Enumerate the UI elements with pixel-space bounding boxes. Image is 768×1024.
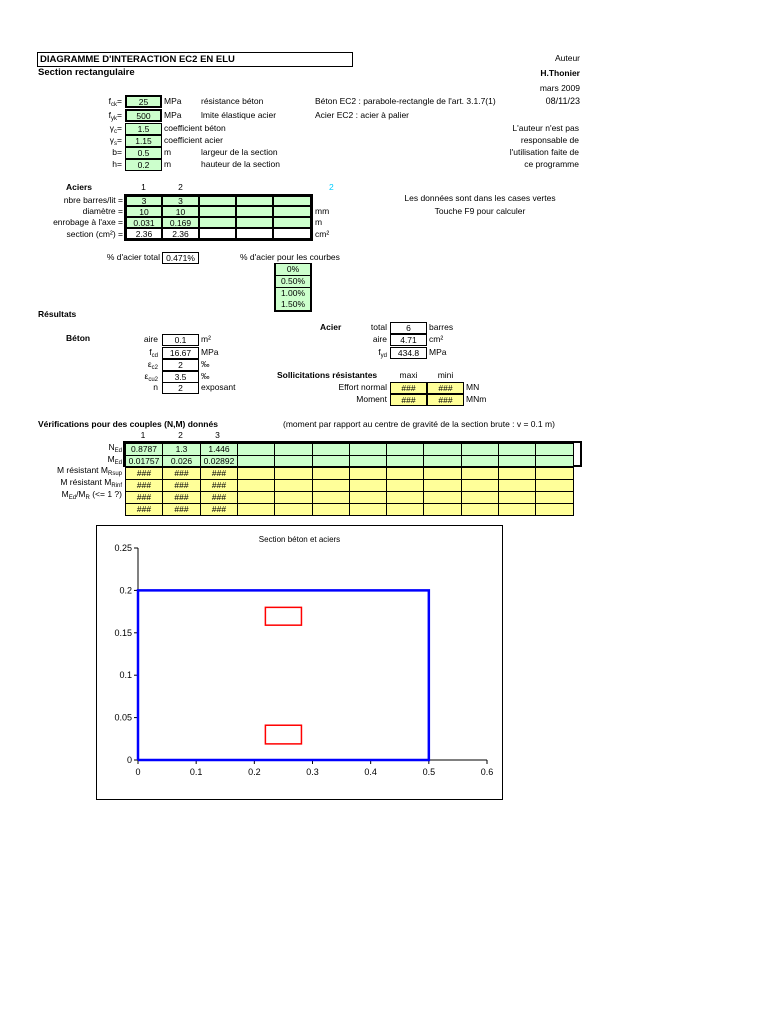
beton-label-aire: aire xyxy=(143,334,158,344)
input-unit-fyk: MPa xyxy=(164,110,182,120)
pct-courbe-1[interactable]: 0.50% xyxy=(276,276,310,288)
sollicitation-label-moment: Moment xyxy=(356,394,387,404)
sollicitations-maxi-header: maxi xyxy=(399,370,418,380)
x-tick-label: 0.3 xyxy=(306,767,319,777)
aciers-row-label-enrobage: enrobage à l'axe = xyxy=(53,217,123,227)
h-input[interactable]: 0.2 xyxy=(125,159,162,171)
verif-cell: ### xyxy=(200,503,238,516)
verif-cell[interactable]: 1.3 xyxy=(162,443,201,456)
verif-cell xyxy=(461,503,499,516)
aciers-cell[interactable]: 10 xyxy=(126,206,162,217)
verif-cell xyxy=(498,503,536,516)
verif-cell: ### xyxy=(125,467,163,480)
verif-cell: ### xyxy=(162,503,201,516)
input-label-fyk: $f_{yk}=$ xyxy=(108,110,122,122)
aciers-cell[interactable] xyxy=(199,206,236,217)
beton-aire-value: 0.1 xyxy=(162,334,199,346)
verif-cell xyxy=(274,503,313,516)
verif-cell: ### xyxy=(125,491,163,504)
sollicitations-mini-header: mini xyxy=(437,370,454,380)
beton-unit-aire: m² xyxy=(201,334,211,344)
input-desc-h: hauteur de la section xyxy=(201,159,280,169)
input-desc-b: largeur de la section xyxy=(201,147,278,157)
verifications-note: (moment par rapport au centre de gravité de la section brute : v = 0.1 m) xyxy=(283,419,555,429)
verif-cell[interactable]: 0.01757 xyxy=(125,455,163,467)
verif-cell[interactable] xyxy=(237,455,275,467)
beton-unit-ecu2: ‰ xyxy=(201,371,210,381)
acier-ec2-note: Acier EC2 : acier à palier xyxy=(315,110,410,120)
acier-total-value: 6 xyxy=(390,322,427,334)
x-tick-label: 0.2 xyxy=(248,767,261,777)
moment-unit: MNm xyxy=(466,394,487,404)
aciers-cell: 2.36 xyxy=(126,228,162,239)
input-label-b: b= xyxy=(112,147,122,157)
y-tick-label: 0.25 xyxy=(114,543,132,553)
beton-label-ecu2: $\varepsilon_{cu2}$ xyxy=(144,371,158,383)
page-title: DIAGRAMME D'INTERACTION EC2 EN ELU xyxy=(37,52,353,67)
verif-cell[interactable] xyxy=(535,455,574,467)
input-unit-fck: MPa xyxy=(164,96,182,106)
pct-courbe-0[interactable]: 0% xyxy=(276,264,310,276)
aciers-cell[interactable] xyxy=(273,206,311,217)
verif-cell[interactable]: 1.446 xyxy=(200,443,238,456)
aciers-cell[interactable]: 0.031 xyxy=(126,217,162,228)
verif-cell[interactable]: 0.8787 xyxy=(125,443,163,456)
pct-courbe-2[interactable]: 1.00% xyxy=(276,288,310,300)
verif-cell: ### xyxy=(200,467,238,480)
pct-total-label: % d'acier total xyxy=(106,252,160,262)
aciers-cell[interactable]: 3 xyxy=(162,196,199,206)
aciers-cell[interactable] xyxy=(199,196,236,206)
beton-title: Béton xyxy=(66,333,91,343)
acier-unit-fyd: MPa xyxy=(429,347,447,357)
b-input[interactable]: 0.5 xyxy=(125,147,162,159)
current-date: 08/11/23 xyxy=(545,96,580,106)
aciers-cell[interactable] xyxy=(236,206,273,217)
acier-result-title: Acier xyxy=(320,322,342,332)
beton-unit-ec2: ‰ xyxy=(201,359,210,369)
aciers-cell[interactable]: 3 xyxy=(126,196,162,206)
x-tick-label: 0.6 xyxy=(480,767,494,777)
verif-cell xyxy=(349,503,387,516)
verif-label-mrsup: M résistant $M_{Rsup}$ xyxy=(56,465,122,477)
verif-cell[interactable] xyxy=(423,455,462,467)
verif-label-med: $M_{Ed}$ xyxy=(107,454,122,466)
verif-cell: ### xyxy=(200,479,238,492)
verif-cell xyxy=(386,503,424,516)
verif-cell[interactable]: 0.026 xyxy=(162,455,201,467)
verif-cell[interactable] xyxy=(498,455,536,467)
verif-col-2: 2 xyxy=(178,430,183,440)
gamma-c-input[interactable]: 1.5 xyxy=(125,123,162,135)
verif-cell xyxy=(535,503,574,516)
x-tick-label: 0.1 xyxy=(189,767,203,777)
verif-cell[interactable] xyxy=(386,455,424,467)
input-label-h: h= xyxy=(112,159,122,169)
verif-cell: ### xyxy=(200,491,238,504)
acier-label-fyd: $f_{yd}$ xyxy=(378,347,387,359)
y-tick-label: 0.1 xyxy=(119,670,132,681)
x-tick-label: 0.5 xyxy=(422,767,436,777)
author-name: H.Thonier xyxy=(540,68,580,78)
aciers-cell[interactable]: 0.169 xyxy=(162,217,199,228)
verif-cell[interactable]: 0.02892 xyxy=(200,455,238,467)
author-label: Auteur xyxy=(554,53,580,63)
x-tick-label: 0 xyxy=(135,767,141,777)
aciers-cell[interactable] xyxy=(199,217,236,228)
verif-cell[interactable] xyxy=(312,455,350,467)
verif-cell: ### xyxy=(162,491,201,504)
acier-unit-aire: cm² xyxy=(429,334,444,344)
pct-courbes-label: % d'acier pour les courbes xyxy=(240,252,340,262)
verif-label-ratio: $M_{Ed}/M_R$ (<= 1 ?) xyxy=(61,489,122,501)
beton-ecu2-value: 3.5 xyxy=(162,371,199,383)
beton-label-n: n xyxy=(153,382,158,392)
gamma-s-input[interactable]: 1.15 xyxy=(125,135,162,147)
beton-ec2-note: Béton EC2 : parabole-rectangle de l'art. 3.1.7(1) xyxy=(315,96,496,106)
aciers-cell xyxy=(236,228,273,239)
verif-cell: ### xyxy=(162,479,201,492)
fck-input[interactable]: 25 xyxy=(125,95,162,108)
moment-maxi: ### xyxy=(390,394,427,406)
beton-unit-fcd: MPa xyxy=(201,347,219,357)
disclaimer-line-1: L'auteur n'est pas xyxy=(512,123,579,133)
resultats-title: Résultats xyxy=(38,309,77,319)
green-cells-note: Les données sont dans les cases vertes xyxy=(404,193,556,203)
verif-cell xyxy=(312,503,350,516)
moment-mini: ### xyxy=(427,394,464,406)
y-tick-label: 0.15 xyxy=(114,627,132,638)
verif-cell xyxy=(423,503,462,516)
verif-cell: ### xyxy=(162,467,201,480)
verif-cell: ### xyxy=(125,479,163,492)
effort-normal-maxi: ### xyxy=(390,382,427,394)
verifications-title: Vérifications pour des couples (N,M) donnés xyxy=(38,419,218,429)
acier-unit-total: barres xyxy=(429,322,454,332)
aciers-unit-mm: mm xyxy=(315,206,330,216)
input-desc-gamma-s: coefficient acier xyxy=(164,135,223,145)
sollicitations-title: Sollicitations résistantes xyxy=(277,370,378,380)
verif-label-mrinf: M résistant $M_{Rinf}$ xyxy=(60,477,122,489)
aciers-title: Aciers xyxy=(66,182,92,192)
input-desc-fyk: lmite élastique acier xyxy=(201,110,277,120)
aciers-row-label-diametre: diamètre = xyxy=(82,206,123,216)
chart-title: Section béton et aciers xyxy=(258,535,341,544)
beton-fcd-value: 16.67 xyxy=(162,347,199,359)
aciers-cell: 2.36 xyxy=(162,228,199,239)
verif-cell xyxy=(237,503,275,516)
sollicitation-label-effort: Effort normal xyxy=(338,382,387,392)
page-subtitle: Section rectangulaire xyxy=(38,67,135,78)
input-label-gamma-s: $\gamma_s=$ xyxy=(109,135,122,147)
aciers-row-label-nbre: nbre barres/lit = xyxy=(63,195,123,205)
aciers-col-1: 1 xyxy=(141,182,146,192)
disclaimer-line-3: l'utilisation faite de xyxy=(509,147,579,157)
aciers-cell[interactable] xyxy=(236,217,273,228)
verif-cell[interactable] xyxy=(349,455,387,467)
aciers-cell xyxy=(199,228,236,239)
input-label-gamma-c: $\gamma_c=$ xyxy=(109,123,122,135)
acier-fyd-value: 434.8 xyxy=(390,347,427,359)
beton-n-value: 2 xyxy=(162,382,199,394)
aciers-cell[interactable] xyxy=(273,196,311,206)
aciers-cell[interactable] xyxy=(273,217,311,228)
pct-courbe-3[interactable]: 1.50% xyxy=(276,299,310,310)
y-tick-label: 0.2 xyxy=(119,585,132,596)
aciers-unit-m: m xyxy=(315,217,323,227)
aciers-row-label-section: section (cm²) = xyxy=(66,229,123,239)
verif-cell: ### xyxy=(125,503,163,516)
author-date: mars 2009 xyxy=(539,83,580,93)
aciers-col-2: 2 xyxy=(178,182,183,192)
aciers-cell[interactable]: 10 xyxy=(162,206,199,217)
verif-cell[interactable] xyxy=(274,455,313,467)
effort-normal-mini: ### xyxy=(427,382,464,394)
input-label-fck: $f_{ck}=$ xyxy=(108,96,122,108)
aciers-cell[interactable] xyxy=(236,196,273,206)
beton-label-ec2: $\varepsilon_{c2}$ xyxy=(147,359,158,371)
input-unit-b: m xyxy=(164,147,172,157)
beton-unit-n: exposant xyxy=(201,382,236,392)
chart-frame xyxy=(96,525,503,800)
effort-normal-unit: MN xyxy=(466,382,480,392)
disclaimer-line-4: ce programme xyxy=(524,159,579,169)
verif-cell[interactable] xyxy=(461,455,499,467)
input-desc-gamma-c: coefficient béton xyxy=(164,123,226,133)
beton-ec2-value: 2 xyxy=(162,359,199,371)
acier-label-aire: aire xyxy=(372,334,387,344)
input-desc-fck: résistance béton xyxy=(201,96,264,106)
verif-label-ned: $N_{Ed}$ xyxy=(108,442,122,454)
verif-col-1: 1 xyxy=(140,430,146,440)
aciers-cell xyxy=(273,228,311,239)
y-tick-label: 0.05 xyxy=(114,712,132,723)
fyk-input[interactable]: 500 xyxy=(125,109,162,122)
acier-label-total: total xyxy=(370,322,387,332)
x-tick-label: 0.4 xyxy=(364,767,377,777)
beton-label-fcd: $f_{cd}$ xyxy=(149,347,158,359)
f9-note: Touche F9 pour calculer xyxy=(434,206,526,216)
y-tick-label: 0 xyxy=(126,755,132,765)
pct-total-value: 0.471% xyxy=(162,252,199,264)
disclaimer-line-2: responsable de xyxy=(520,135,579,145)
aciers-cyan-marker: 2 xyxy=(329,182,334,192)
verif-col-3: 3 xyxy=(215,430,220,440)
aciers-unit-cm2: cm² xyxy=(315,229,330,239)
input-unit-h: m xyxy=(164,159,172,169)
acier-aire-value: 4.71 xyxy=(390,334,427,346)
